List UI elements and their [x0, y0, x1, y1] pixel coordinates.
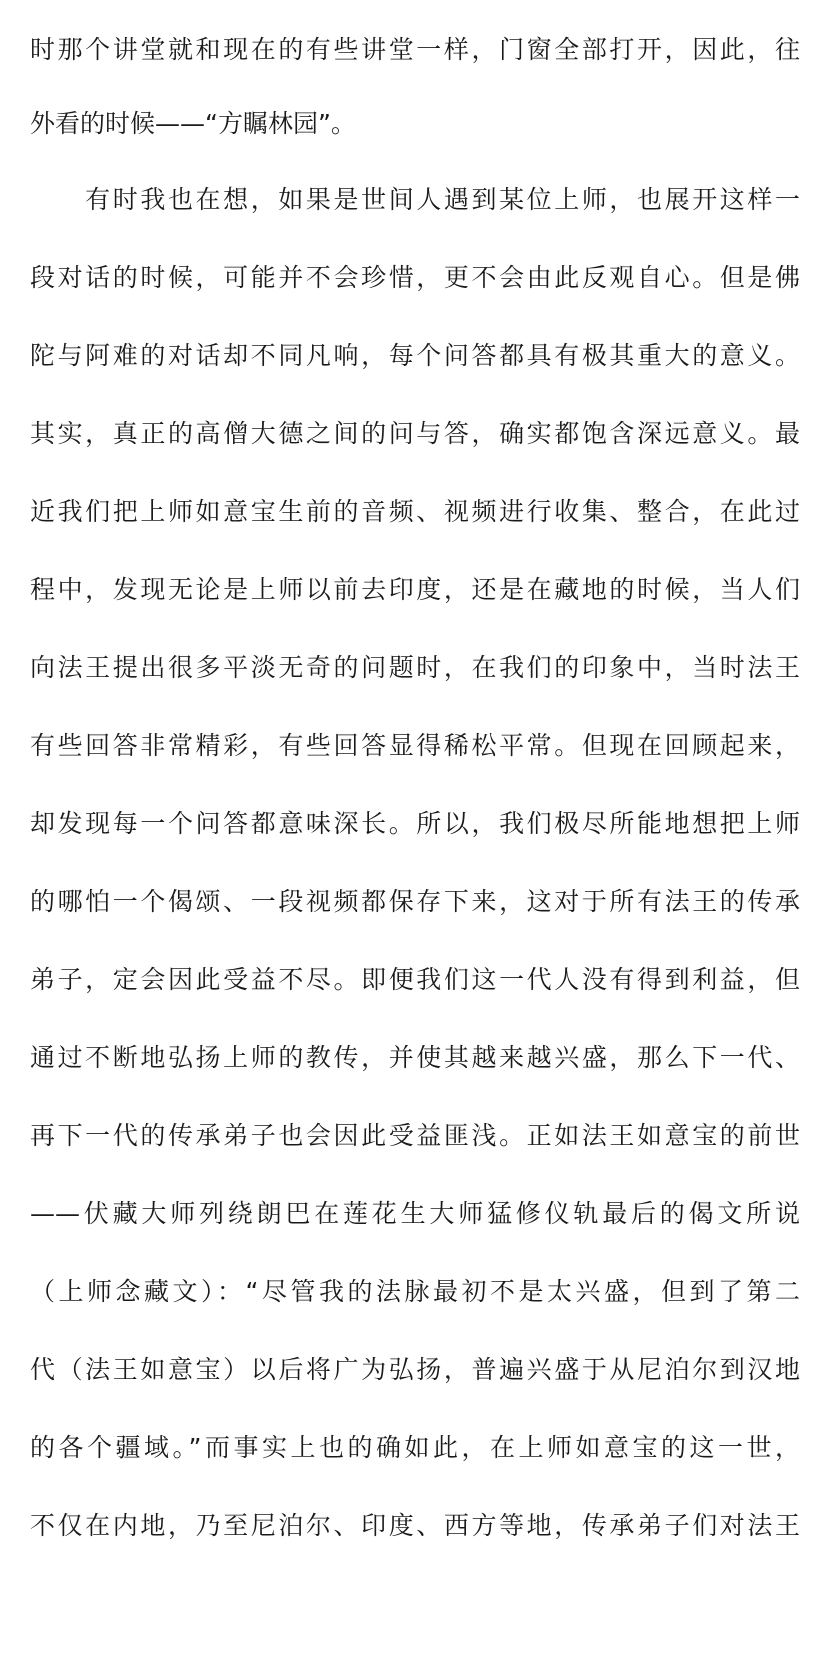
text-line-9: 向法王提出很多平淡无奇的问题时，在我们的印象中，当时法王	[30, 653, 800, 682]
text-line-19: 的各个疆域。”而事实上也的确如此，在上师如意宝的这一世，	[30, 1433, 800, 1462]
text-line-3: 有时我也在想，如果是世间人遇到某位上师，也展开这样一	[30, 185, 800, 214]
text-line-15: 再下一代的传承弟子也会因此受益匪浅。正如法王如意宝的前世	[30, 1121, 800, 1150]
text-line-4: 段对话的时候，可能并不会珍惜，更不会由此反观自心。但是佛	[30, 263, 800, 292]
text-line-11: 却发现每一个问答都意味深长。所以，我们极尽所能地想把上师	[30, 809, 800, 838]
text-line-16: ——伏藏大师列绕朗巴在莲花生大师猛修仪轨最后的偈文所说	[30, 1199, 800, 1228]
text-line-1: 时那个讲堂就和现在的有些讲堂一样，门窗全部打开，因此，往	[30, 35, 800, 64]
text-line-14: 通过不断地弘扬上师的教传，并使其越来越兴盛，那么下一代、	[30, 1043, 800, 1072]
text-line-8: 程中，发现无论是上师以前去印度，还是在藏地的时候，当人们	[30, 575, 800, 604]
text-line-17: （上师念藏文）：“尽管我的法脉最初不是太兴盛，但到了第二	[30, 1277, 800, 1306]
text-line-5: 陀与阿难的对话却不同凡响，每个问答都具有极其重大的意义。	[30, 341, 800, 370]
text-line-18: 代（法王如意宝）以后将广为弘扬，普遍兴盛于从尼泊尔到汉地	[30, 1355, 800, 1384]
text-line-10: 有些回答非常精彩，有些回答显得稀松平常。但现在回顾起来，	[30, 731, 800, 760]
text-line-6: 其实，真正的高僧大德之间的问与答，确实都饱含深远意义。最	[30, 419, 800, 448]
text-line-7: 近我们把上师如意宝生前的音频、视频进行收集、整合，在此过	[30, 497, 800, 526]
text-line-2: 外看的时候——“方瞩林园”。	[30, 109, 356, 138]
text-line-12: 的哪怕一个偈颂、一段视频都保存下来，这对于所有法王的传承	[30, 887, 800, 916]
text-line-13: 弟子，定会因此受益不尽。即便我们这一代人没有得到利益，但	[30, 965, 800, 994]
text-line-20: 不仅在内地，乃至尼泊尔、印度、西方等地，传承弟子们对法王	[30, 1511, 800, 1540]
